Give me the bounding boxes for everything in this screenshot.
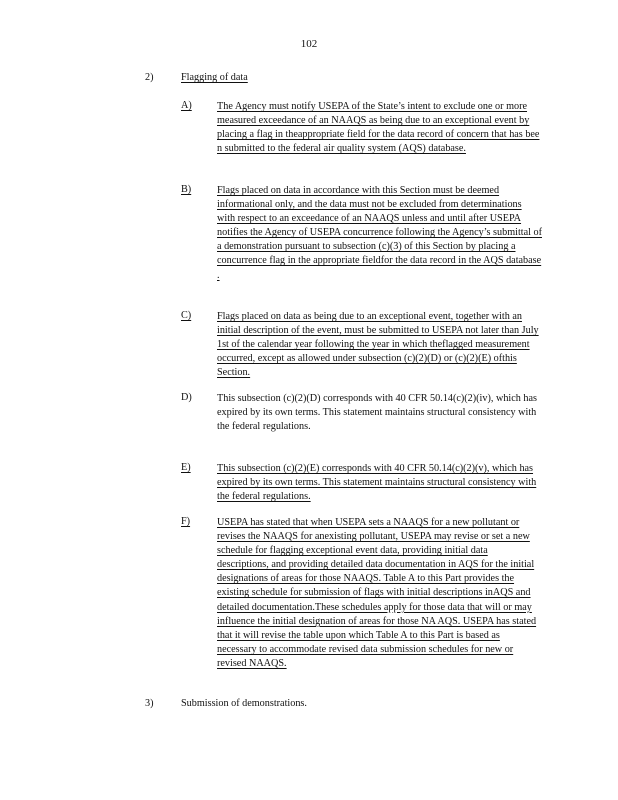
item-text: The Agency must notify USEPA of the State’s intent to exclude one or more measured exceedance of an NAAQS as being due to an exceptional event by placing a flag in theappropriate field for the data record of concern that has bee n submitted to the federal air quality system (AQS) database. [217, 101, 540, 155]
item-text: USEPA has stated that when USEPA sets a NAAQS for a new pollutant or revises the NAAQS for anexisting pollutant, USEPA may revise or set a new schedule for flagging exceptional event data, providing initial data descriptions, and providing detailed data documentation in AQS for the initial designations of areas for those NAAQS. Table A to this Part provides the existing schedule for submission of flags with initial descriptions inAQS and detailed documentation.These schedules apply for those data that will or may influence the initial designation of areas for those NA AQS. USEPA has stated that it will revise the table upon which Table A to this Part is based as necessary to accommodate revised data submission schedules for new or revised NAAQS. [217, 517, 537, 669]
section-number: 3) [145, 698, 154, 709]
item-text: This subsection (c)(2)(E) corresponds with 40 CFR 50.14(c)(2)(v), which has expired by its own terms. This statement maintains structural consistency with the federal regulations. [217, 463, 537, 503]
item-label: D) [181, 392, 192, 403]
item-text: This subsection (c)(2)(D) corresponds with 40 CFR 50.14(c)(2)(iv), which has expired by its own terms. This statement maintains structural consistency with the federal regulations. [217, 393, 537, 433]
section-title: Flagging of data [181, 72, 248, 83]
section-title: Submission of demonstrations. [181, 698, 307, 709]
page-number: 102 [300, 38, 318, 50]
section-number: 2) [145, 72, 154, 83]
item-text: Flags placed on data in accordance with this Section must be deemed informational only, and the data must not be excluded from determinations with respect to an exceedance of an NAAQS unless and until after USEPA notifies the Agency of USEPA concurrence following the Agency’s submittal of a demonstration pursuant to subsection (c)(3) of this Section by placing a concurrence flag in the appropriate fieldfor the data record in the AQS database . [217, 185, 542, 281]
item-label: E) [181, 462, 191, 473]
item-label: C) [181, 310, 192, 321]
item-text: Flags placed on data as being due to an exceptional event, together with an initial description of the event, must be submitted to USEPA not later than July 1st of the calendar year following the year in which theflagged measurement occurred, except as allowed under subsection (c)(2)(D) or (c)(2)(E) ofthis Section. [217, 311, 539, 379]
item-label: B) [181, 184, 192, 195]
item-label: A) [181, 100, 192, 111]
item-label: F) [181, 516, 191, 527]
